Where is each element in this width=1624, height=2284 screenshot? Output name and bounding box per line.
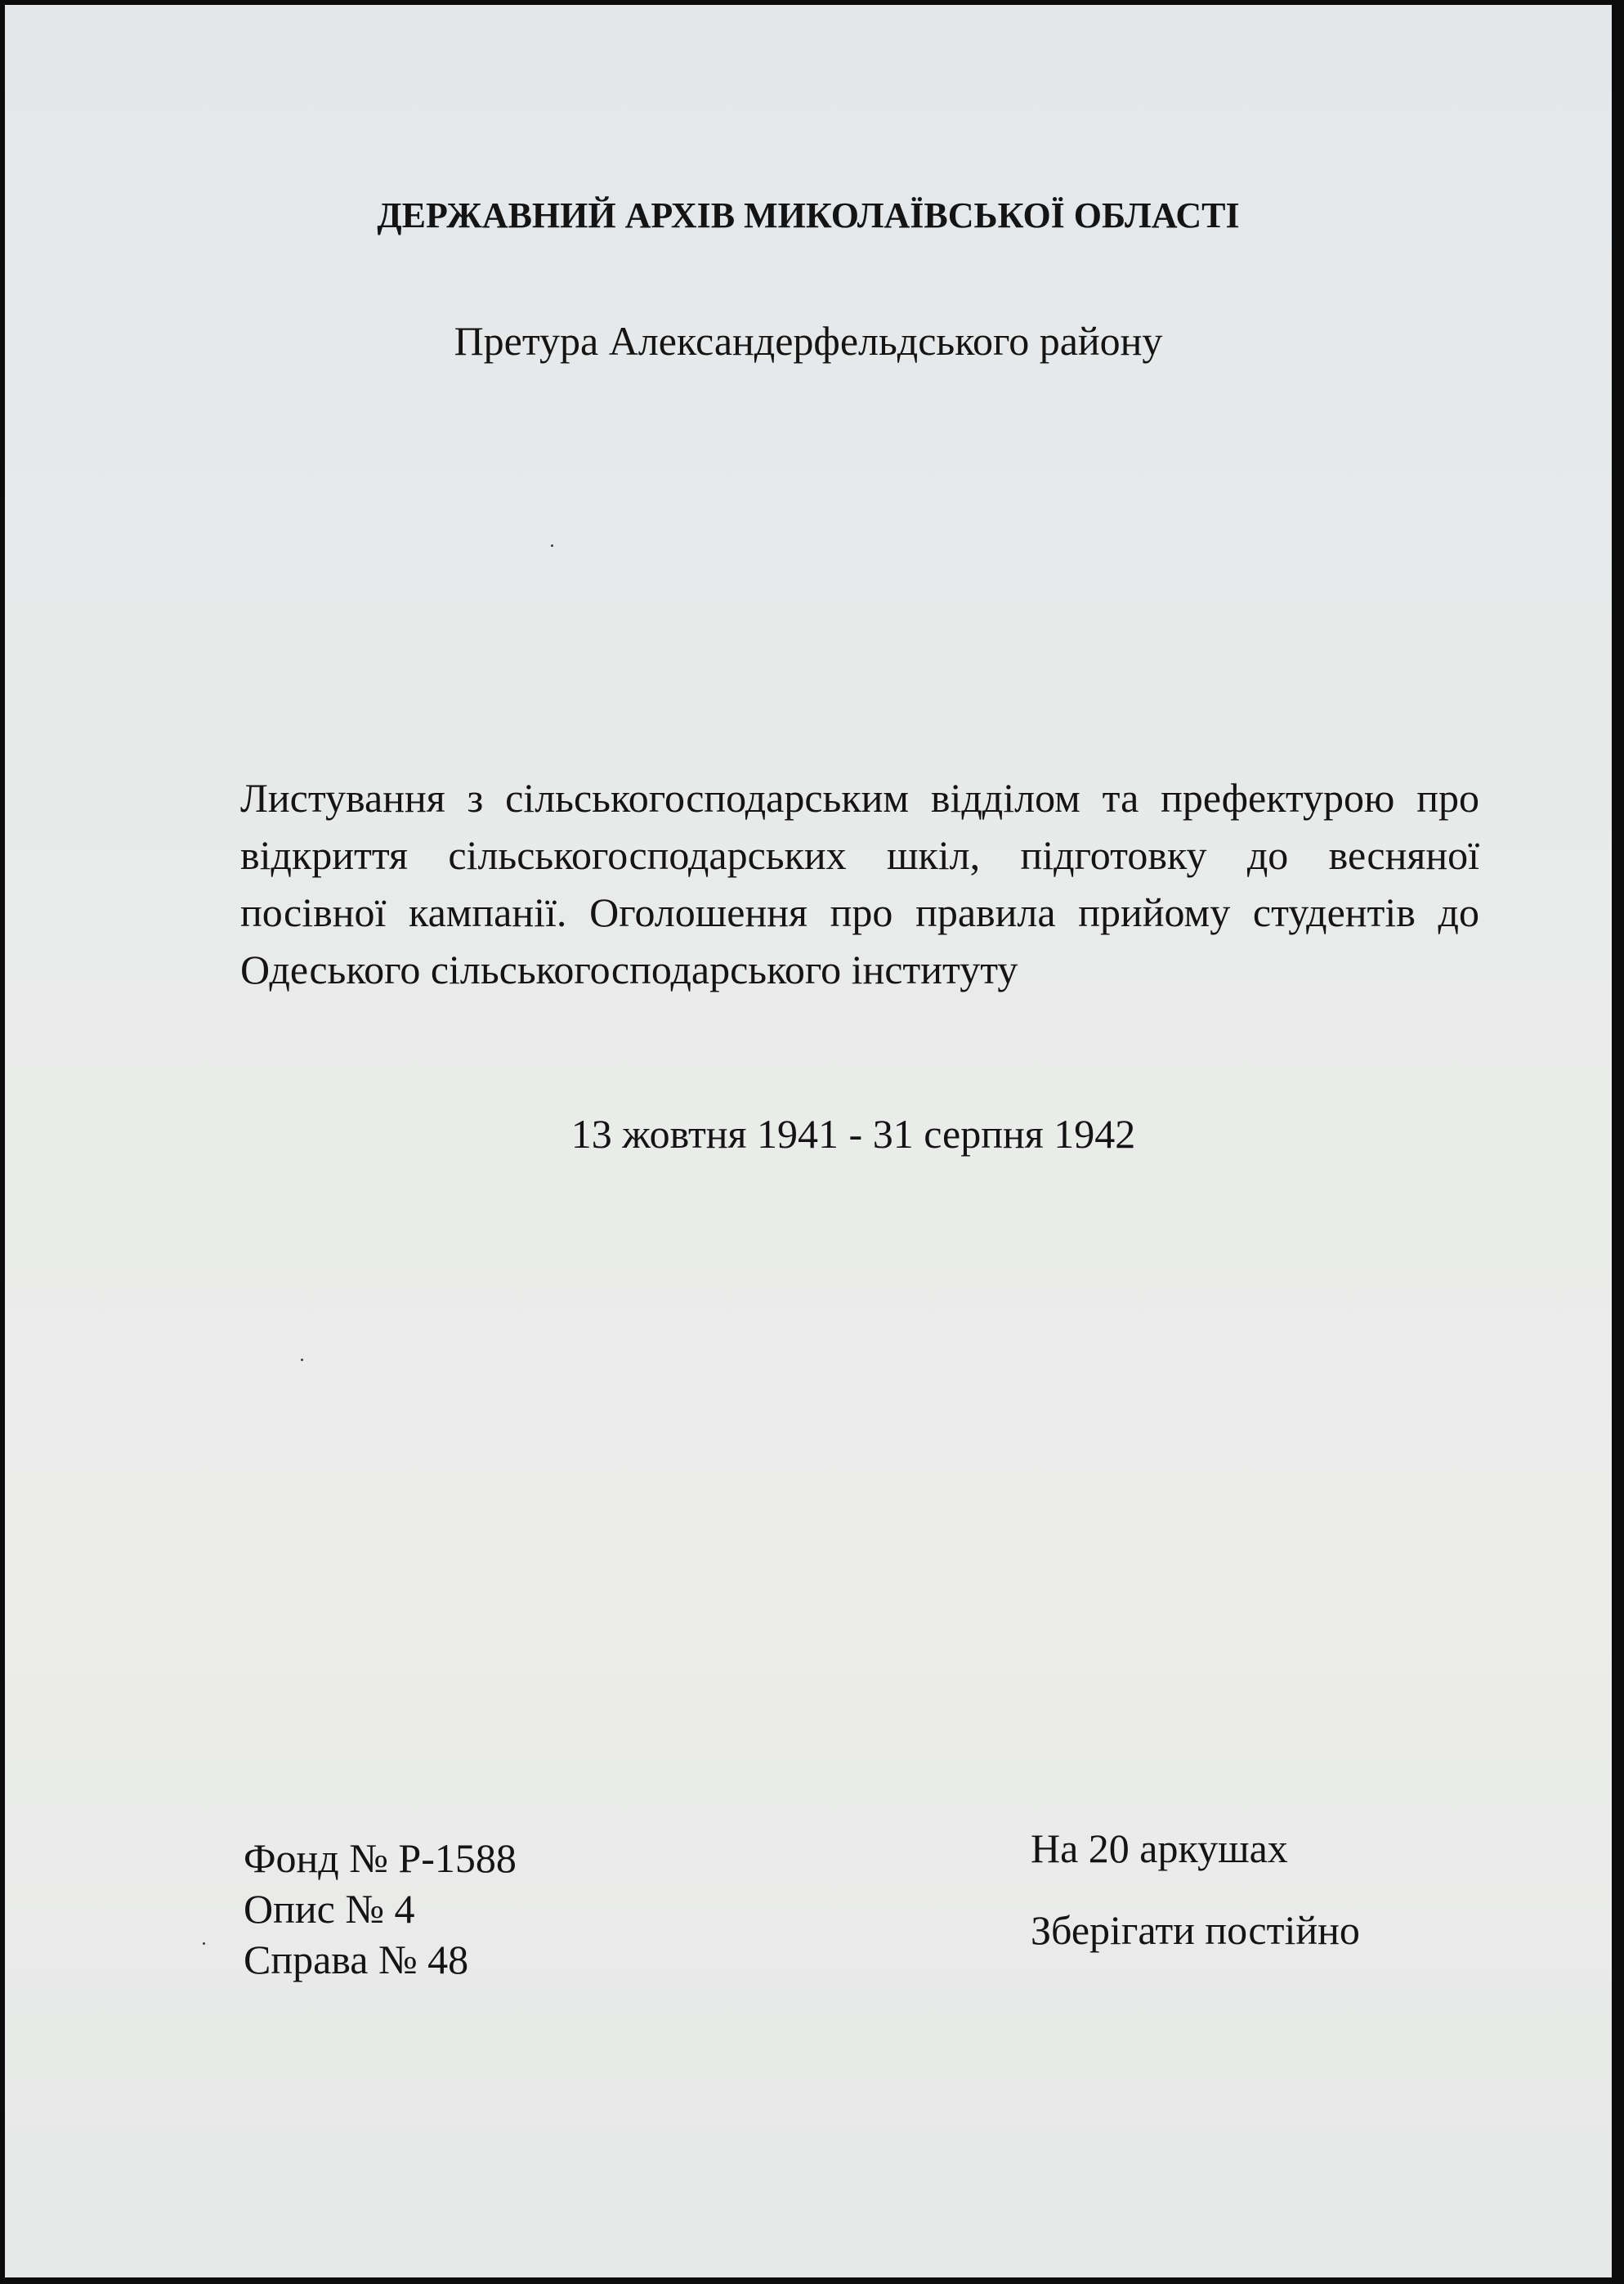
date-range: 13 жовтня 1941 - 31 серпня 1942 <box>570 1111 1136 1157</box>
case-description: Листування з сільськогосподарським відділом та префектурою про відкриття сільськогосподарських шкіл, підготовку до весняної посівної кампанії. Оголошення про правила прийому студентів до Одеського сільськогосподарського інституту <box>240 775 1479 992</box>
fund-title: Претура Александерфельдського району <box>454 318 1163 364</box>
document-sheet <box>5 5 1612 2277</box>
sheets-count: На 20 аркушах <box>1031 1825 1288 1871</box>
fond-number: Фонд № Р-1588 <box>244 1835 517 1881</box>
opys-number: Опис № 4 <box>244 1886 415 1932</box>
sprava-number: Справа № 48 <box>244 1937 469 1982</box>
storage-info-block <box>1031 1825 1360 1954</box>
archive-name-heading: ДЕРЖАВНИЙ АРХІВ МИКОЛАЇВСЬКОЇ ОБЛАСТІ <box>377 195 1240 235</box>
paper-speck <box>551 544 553 547</box>
retention-note: Зберігати постійно <box>1031 1907 1360 1953</box>
archive-codes-block <box>244 1833 517 1985</box>
paper-speck <box>301 1359 303 1361</box>
paper-speck <box>203 1942 205 1945</box>
